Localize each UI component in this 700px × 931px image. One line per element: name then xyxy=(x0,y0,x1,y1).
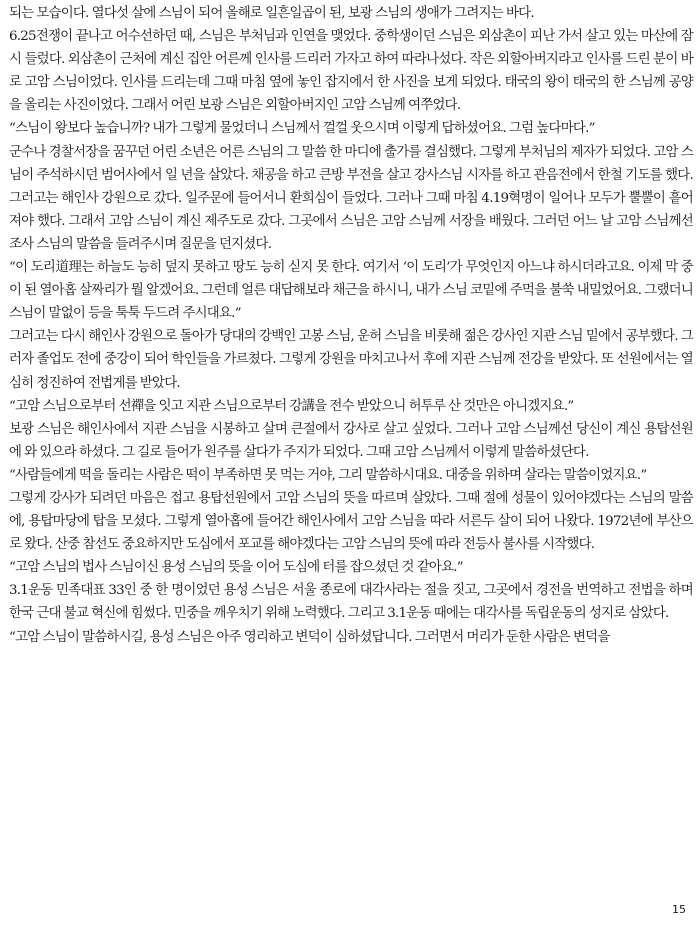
paragraph: 그러고는 다시 해인사 강원으로 돌아가 당대의 강백인 고봉 스님, 운허 스님을 비롯해 젊은 강사인 지관 스님 밑에서 공부했다. 그러자 졸업도 전에 중강이 되어 학인들을 가르쳤다. 그렇게 강원을 마치고나서 후에 지관 스님께 전강을 받았다. 또 선원에서는 열심히 정진하여 전법게를 받았다. xyxy=(9,329,693,391)
quote-paragraph: “고암 스님의 법사 스님이신 용성 스님의 뜻을 이어 도심에 터를 잡으셨던 것 같아요.” xyxy=(9,560,463,576)
quote-paragraph: “스님이 왕보다 높습니까? 내가 그렇게 물었더니 스님께서 껄껄 웃으시며 이렇게 답하셨어요. 그럼 높다마다.” xyxy=(9,121,595,137)
paragraph: 군수나 경찰서장을 꿈꾸던 어린 소년은 어른 스님의 그 말씀 한 마디에 출가를 결심했다. 그렇게 부처님의 제자가 되었다. 고암 스님이 주석하시던 범어사에서 일 년을 살았다. 채공을 하고 큰방 부전을 살고 강사스님 시자를 하고 관음전에서 한철 기도를 했다. 그러고는 해인사 강원으로 갔다. 일주문에 들어서니 환희심이 들었다. 그러나 그때 마침 4.19혁명이 일어나 모두가 뿔뿔이 흩어져야 했다. 그래서 고암 스님이 계신 제주도로 갔다. 그곳에서 스님은 고암 스님께 서장을 배웠다. 그러던 어느 날 고암 스님께선 조사 스님의 말씀을 들려주시며 질문을 던지셨다. xyxy=(9,144,693,252)
text-body xyxy=(9,2,693,649)
quote-paragraph: “고암 스님이 말씀하시길, 용성 스님은 아주 영리하고 변덕이 심하셨답니다. 그러면서 머리가 둔한 사람은 변덕을 xyxy=(9,629,610,645)
paragraph: 보광 스님은 해인사에서 지관 스님을 시봉하고 살며 큰절에서 강사로 살고 싶었다. 그러나 고암 스님께선 당신이 계신 용탑선원에 와 있으라 하셨다. 그 길로 들어가 원주를 살다가 주지가 되었다. 그때 고암 스님께서 이렇게 말씀하셨단다. xyxy=(9,421,693,460)
quote-paragraph: “고암 스님으로부터 선禪을 잇고 지관 스님으로부터 강講을 전수 받았으니 허투루 산 것만은 아니겠지요.” xyxy=(9,398,574,414)
page-number: 15 xyxy=(672,903,686,916)
paragraph: 되는 모습이다. 열다섯 살에 스님이 되어 올해로 일흔일곱이 된, 보광 스님의 생애가 그려지는 바다. xyxy=(9,6,534,21)
paragraph: 3.1운동 민족대표 33인 중 한 명이었던 용성 스님은 서울 종로에 대각사라는 절을 짓고, 그곳에서 경전을 번역하고 전법을 하며 한국 근대 불교 혁신에 힘썼다. 민중을 깨우치기 위해 노력했다. 그리고 3.1운동 때에는 대각사를 독립운동의 성지로 삼았다. xyxy=(9,583,693,622)
paragraph: 그렇게 강사가 되려던 마음은 접고 용탑선원에서 고암 스님의 뜻을 따르며 살았다. 그때 절에 성물이 있어야겠다는 스님의 말씀에, 용탑마당에 탑을 모셨다. 그렇게 열아홉에 들어간 해인사에서 고암 스님을 따라 서른두 살이 되어 나왔다. 1972년에 부산으로 왔다. 산중 참선도 중요하지만 도심에서 포교를 해야겠다는 고암 스님의 뜻에 따라 전등사 불사를 시작했다. xyxy=(9,490,693,553)
quote-paragraph: “이 도리道理는 하늘도 능히 덮지 못하고 땅도 능히 싣지 못 한다. 여기서 ‘이 도리’가 무엇인지 아느냐 하시더라고요. 이제 막 중이 된 열아홉 살짜리가 뭘 알겠어요. 그런데 얼른 대답해보라 채근을 하시니, 내가 스님 코밑에 주먹을 불쑥 내밀었어요. 그랬더니 스님이 말없이 등을 툭툭 두드려 주시대요.” xyxy=(9,260,694,322)
paragraph: 6.25전쟁이 끝나고 어수선하던 때, 스님은 부처님과 인연을 맺었다. 중학생이던 스님은 외삼촌이 피난 가서 살고 있는 마산에 잠시 들렀다. 외삼촌이 근처에 계신 집안 어른께 인사를 드리러 가자고 하여 따라나섰다. 작은 외할아버지라고 인사를 드린 분이 바로 고암 스님이었다. 인사를 드리는데 그때 마침 옆에 놓인 잡지에서 한 사진을 보게 되었다. 태국의 왕이 태국의 한 스님께 공양을 올리는 사진이었다. 그래서 어린 보광 스님은 외할아버지인 고암 스님께 여쭈었다. xyxy=(9,29,693,114)
quote-paragraph: “사람들에게 떡을 돌리는 사람은 떡이 부족하면 못 먹는 거야, 그리 말씀하시대요. 대중을 위하며 살라는 말씀이었지요.” xyxy=(9,467,647,483)
